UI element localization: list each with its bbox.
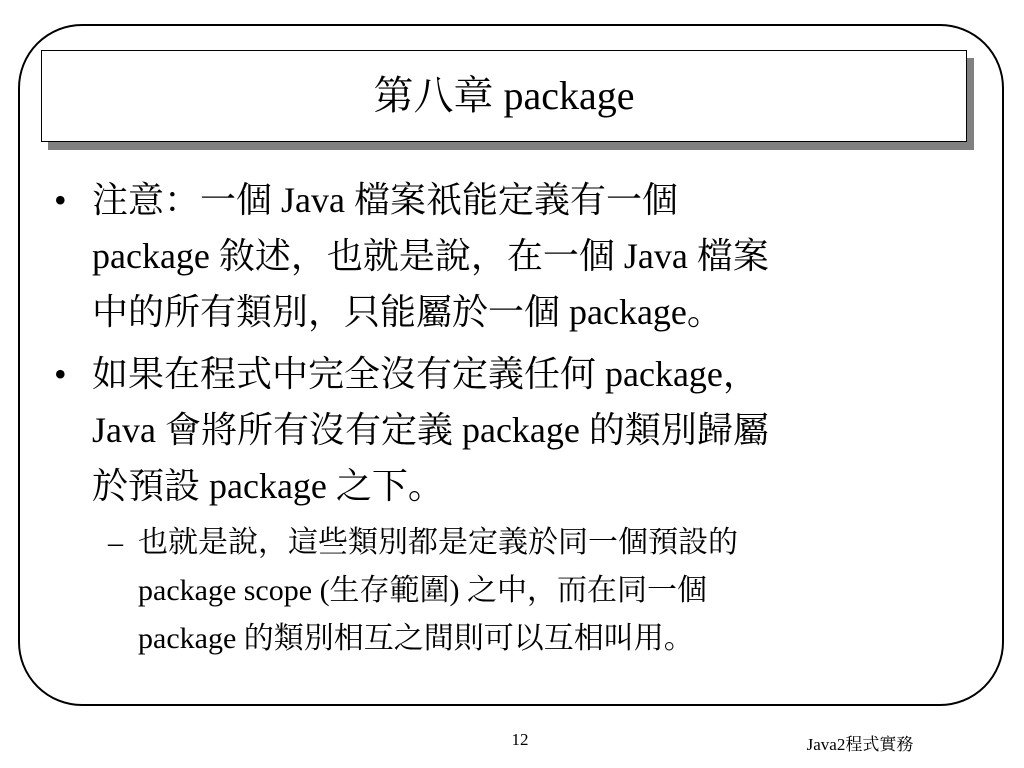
slide-title: 第八章 package bbox=[373, 73, 635, 118]
sub-bullet-line-1: 也就是說，這些類別都是定義於同一個預設的 bbox=[138, 526, 738, 559]
bullet-2-line-1: 如果在程式中完全沒有定義任何 package， bbox=[92, 354, 759, 394]
bullet-1-line-3: 中的所有類別，只能屬於一個 package。 bbox=[92, 292, 723, 332]
bullet-marker: • bbox=[54, 354, 67, 394]
bullet-2-line-2: Java 會將所有沒有定義 package 的類別歸屬 bbox=[92, 410, 769, 450]
bullet-2-line-3: 於預設 package 之下。 bbox=[92, 466, 444, 506]
bullet-1-line-1: 注意：一個 Java 檔案祇能定義有一個 bbox=[92, 180, 678, 220]
sub-bullet-line-3: package 的類別相互之間則可以互相叫用。 bbox=[138, 622, 694, 655]
bullet-marker: • bbox=[54, 180, 67, 220]
bullet-1-line-2: package 敘述，也就是說，在一個 Java 檔案 bbox=[92, 236, 769, 276]
page-number: 12 bbox=[511, 730, 529, 749]
sub-bullet-marker: – bbox=[108, 526, 123, 559]
footer-label: Java2程式實務 bbox=[806, 735, 914, 754]
sub-bullet-line-2: package scope (生存範圍) 之中，而在同一個 bbox=[138, 574, 708, 607]
